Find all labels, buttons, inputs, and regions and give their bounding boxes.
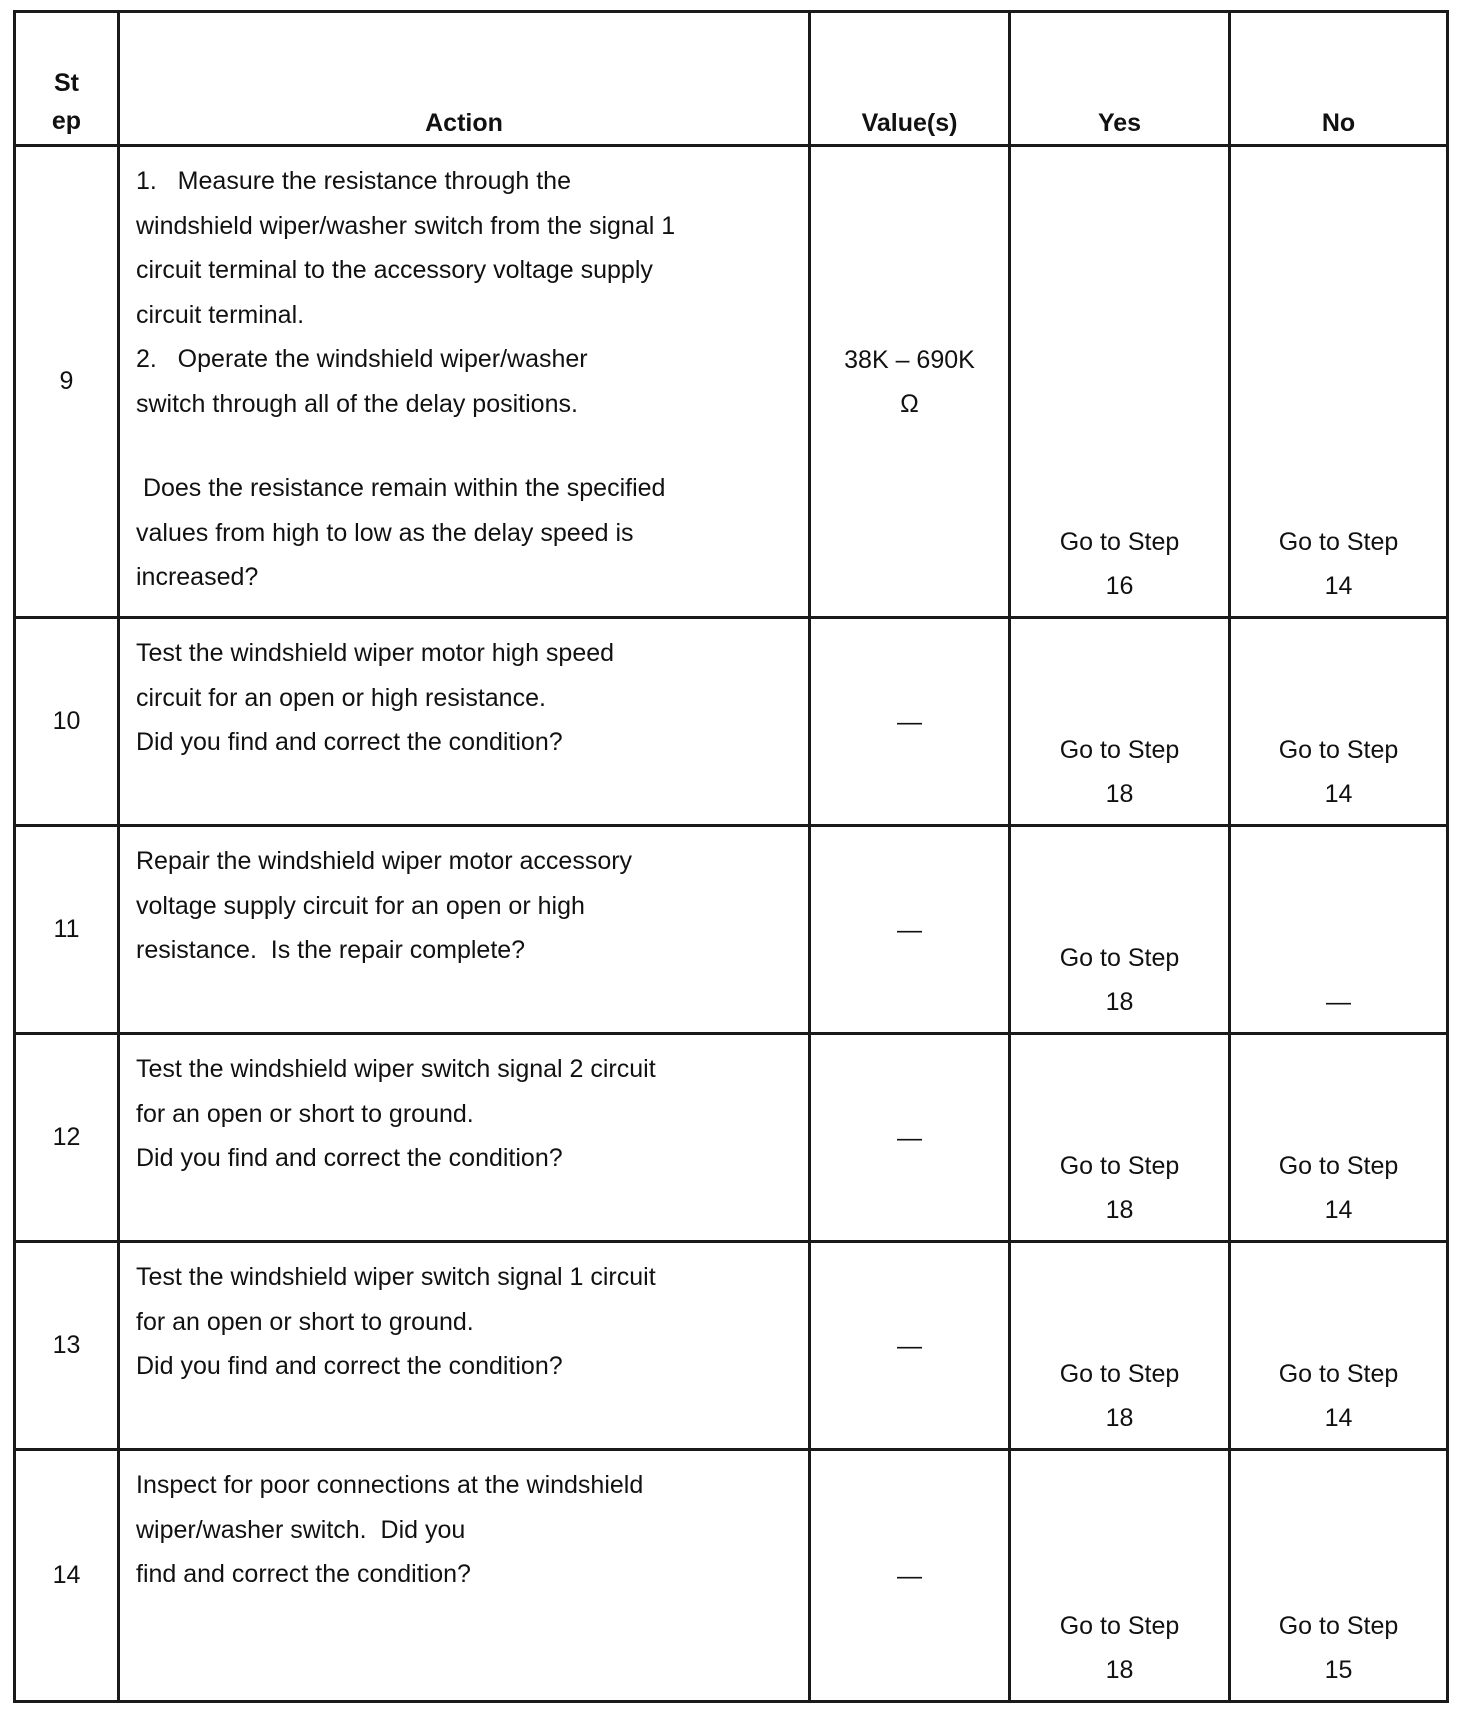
no-goto: 14 [1324,1404,1353,1432]
yes-goto: 18 [1105,1656,1134,1684]
yes-goto: Go to Step [1059,944,1180,972]
no-cell [1230,1450,1448,1702]
value-cell [810,1450,1010,1702]
yes-goto: 18 [1105,988,1134,1016]
step-number: 10 [15,618,119,826]
no-cell [1230,826,1448,1034]
yes-goto: 18 [1105,780,1134,808]
header-yes: Yes [1010,12,1230,146]
action-line: 2. Operate the windshield wiper/washer [136,345,588,373]
no-goto: Go to Step [1278,1152,1399,1180]
yes-cell [1010,1034,1230,1242]
no-goto: Go to Step [1278,528,1399,556]
no-goto: 14 [1324,1196,1353,1224]
header-no: No [1230,12,1448,146]
no-goto: Go to Step [1278,1360,1399,1388]
no-goto: Go to Step [1278,1612,1399,1640]
action-line: Did you find and correct the condition? [136,728,563,756]
no-cell [1230,1034,1448,1242]
header-values: Value(s) [810,12,1010,146]
action-cell [119,1034,810,1242]
value-cell [810,618,1010,826]
yes-goto: Go to Step [1059,736,1180,764]
yes-goto: Go to Step [1059,1360,1180,1388]
no-cell [1230,1242,1448,1450]
action-line: circuit for an open or high resistance. [136,683,546,712]
action-line: Inspect for poor connections at the windshield [136,1471,644,1499]
value-line: Ω [900,389,919,418]
action-line: Test the windshield wiper switch signal 2 circuit [136,1055,656,1083]
action-cell [119,826,810,1034]
action-line: for an open or short to ground. [136,1099,474,1128]
value-cell [810,826,1010,1034]
action-line: wiper/washer switch. Did you [136,1515,466,1544]
header-step-line-2: ep [51,107,82,135]
value-line: — [897,1331,922,1360]
step-number: 13 [15,1242,119,1450]
yes-cell [1010,1450,1230,1702]
action-question-line: values from high to low as the delay speed is [136,518,634,547]
action-line: Test the windshield wiper switch signal 1 circuit [136,1263,656,1291]
no-goto: 15 [1324,1656,1353,1684]
no-goto: Go to Step [1278,736,1399,764]
no-cell [1230,618,1448,826]
action-line: find and correct the condition? [136,1560,471,1588]
action-line: Did you find and correct the condition? [136,1144,563,1172]
action-cell [119,146,810,618]
value-cell [810,1034,1010,1242]
header-action: Action [119,12,810,146]
table-row [15,826,1448,1034]
no-goto: 14 [1324,572,1353,600]
yes-goto: Go to Step [1059,1152,1180,1180]
yes-cell [1010,1242,1230,1450]
value-cell [810,146,1010,618]
yes-goto: Go to Step [1059,1612,1180,1640]
action-line: Did you find and correct the condition? [136,1352,563,1380]
value-line: — [897,915,922,944]
yes-cell [1010,826,1230,1034]
yes-goto: Go to Step [1059,528,1180,556]
table-row [15,1242,1448,1450]
table-row [15,146,1448,618]
value-line: — [897,1561,922,1590]
yes-goto: 18 [1105,1404,1134,1432]
action-line: voltage supply circuit for an open or high [136,891,585,920]
action-line: for an open or short to ground. [136,1307,474,1336]
no-cell [1230,146,1448,618]
yes-goto: 18 [1105,1196,1134,1224]
action-line: resistance. Is the repair complete? [136,936,526,964]
action-cell [119,1450,810,1702]
action-question-line: Does the resistance remain within the specified [136,474,666,502]
value-line: 38K – 690K [844,345,975,374]
action-line: 1. Measure the resistance through the [136,167,571,195]
step-number: 11 [15,826,119,1034]
no-goto: 14 [1324,780,1353,808]
action-line: circuit terminal. [136,300,305,329]
action-gap [136,426,798,466]
no-goto: — [1326,988,1351,1016]
table-row [15,1034,1448,1242]
yes-cell [1010,146,1230,618]
diagnostic-table [13,10,1449,1703]
action-line: windshield wiper/washer switch from the signal 1 [136,211,676,240]
action-cell [119,1242,810,1450]
header-row [15,12,1448,146]
table-row [15,1450,1448,1702]
value-line: — [897,1123,922,1152]
action-question-line: increased? [136,563,259,591]
yes-cell [1010,618,1230,826]
action-line: switch through all of the delay positions. [136,389,578,418]
table-row [15,618,1448,826]
header-step [15,12,119,146]
value-cell [810,1242,1010,1450]
step-number: 9 [15,146,119,618]
step-number: 14 [15,1450,119,1702]
value-line: — [897,707,922,736]
action-line: circuit terminal to the accessory voltage supply [136,256,653,284]
action-line: Test the windshield wiper motor high speed [136,639,615,667]
action-cell [119,618,810,826]
step-number: 12 [15,1034,119,1242]
yes-goto: 16 [1105,572,1134,600]
header-step-line-1: St [54,69,79,97]
action-line: Repair the windshield wiper motor accessory [136,847,633,875]
